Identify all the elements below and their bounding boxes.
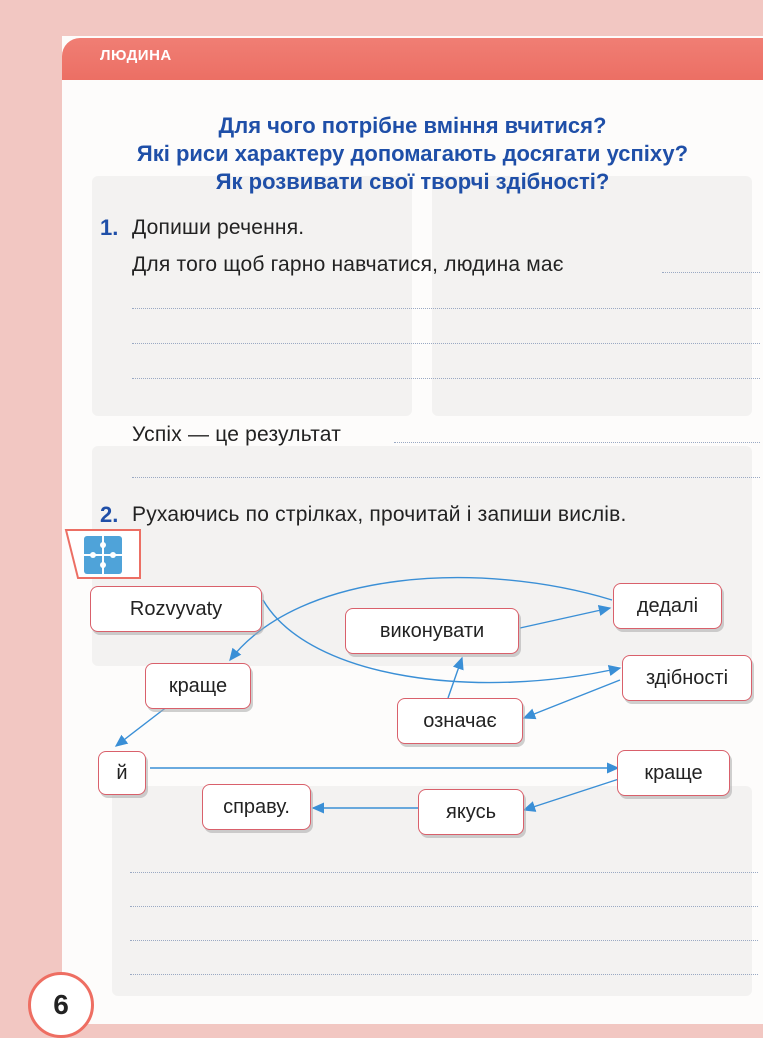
task1-sentence1: Для того щоб гарно навчатися, людина має <box>132 253 564 276</box>
word-box-rozvyvaty <box>90 586 262 632</box>
answer-line[interactable] <box>130 906 758 907</box>
arrow <box>524 680 620 718</box>
arrow <box>116 706 168 746</box>
word-box-zdibnosti <box>622 655 752 701</box>
section-label: ЛЮДИНА <box>100 47 172 64</box>
word-label: й <box>116 761 128 784</box>
word-box-i <box>98 751 146 795</box>
word-box-dedali <box>613 583 722 629</box>
task1-sentence2: Успіх — це результат <box>132 423 342 446</box>
arrow <box>448 658 462 698</box>
word-label: виконувати <box>379 619 485 642</box>
answer-line[interactable] <box>130 974 758 975</box>
word-label: краще <box>644 761 703 784</box>
word-box-krashche-1 <box>145 663 251 709</box>
arrow <box>524 778 622 810</box>
page-number: 6 <box>28 972 94 1038</box>
word-box-vykonuvaty <box>345 608 519 654</box>
task2-instruction: Рухаючись по стрілках, прочитай і запиши вислів. <box>132 503 627 526</box>
task2-number: 2. <box>100 502 119 527</box>
word-label: якусь <box>446 800 496 823</box>
word-label: дедалі <box>636 594 699 617</box>
title-line-2: Які риси характеру допомагають досягати успіху? <box>136 141 689 166</box>
task1-number: 1. <box>100 215 119 240</box>
word-box-sprava <box>202 784 311 830</box>
word-box-yakus <box>418 789 524 835</box>
word-box-krashche-2 <box>617 750 730 796</box>
word-label: Rozvyvaty <box>129 597 223 620</box>
word-label: справу. <box>223 795 290 818</box>
title-line-3: Як розвивати свої творчі здібності? <box>215 169 610 194</box>
title-line-1: Для чого потрібне вміння вчитися? <box>218 113 607 138</box>
arrow <box>520 608 610 628</box>
word-label: означає <box>423 709 497 732</box>
answer-line[interactable] <box>130 872 758 873</box>
word-label: краще <box>168 674 228 697</box>
task1-instruction: Допиши речення. <box>132 216 305 239</box>
answer-line[interactable] <box>130 940 758 941</box>
word-label: здібності <box>645 666 729 689</box>
word-box-oznachaie <box>397 698 523 744</box>
